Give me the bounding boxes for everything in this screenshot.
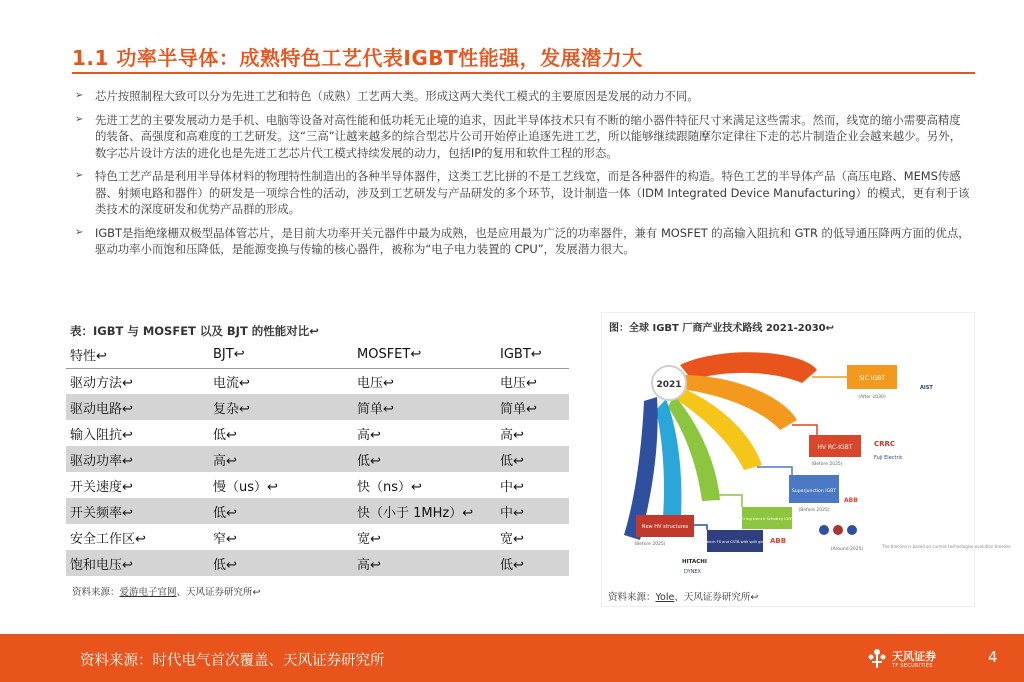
bullet-text: 特色工艺产品是利用半导体材料的物理特性制造出的各种半导体器件，这类工艺比拼的不是工艺线宽，而是各种器件的构造。特色工艺的半导体产品（高压电路、MEMS传感器、射频电路和器件）的研发是一项综合性的活动，涉及到工艺研发与产品研发的多个环节，设计制造一体（IDM Integrated Device Manufacturing）的模式，更有利于该类技术的深度研发和优势产品群的形成。 bbox=[95, 169, 970, 216]
title-divider bbox=[72, 72, 975, 74]
table-row bbox=[66, 394, 569, 420]
table-cell: 高↩ bbox=[500, 427, 524, 443]
box-label: Trench FS and CSTB with split gate bbox=[703, 540, 767, 544]
university-logo-icon bbox=[819, 525, 829, 535]
bullet-item bbox=[75, 225, 970, 258]
table-cell: 电压↩ bbox=[500, 375, 537, 391]
box-label: SiC IGBT bbox=[859, 375, 885, 382]
fuji-electric-logo: Fuji Electric bbox=[874, 455, 903, 461]
abb-logo: ABB bbox=[844, 497, 858, 504]
table-source bbox=[72, 584, 261, 598]
table-cell: 开关速度↩ bbox=[70, 479, 133, 495]
table-cell: 复杂↩ bbox=[209, 394, 353, 420]
table-cell: 简单↩ bbox=[353, 394, 496, 420]
box-date: (Before 2025) bbox=[798, 508, 830, 513]
table-title: 表：IGBT 与 MOSFET 以及 BJT 的性能对比↩ bbox=[70, 324, 319, 338]
bullet-text: 芯片按照制程大致可以分为先进工艺和特色（成熟）工艺两大类。形成这两大类代工模式的主要原因是发展的动力不同。 bbox=[95, 89, 699, 103]
table-cell: 电流↩ bbox=[213, 375, 250, 391]
table-row bbox=[66, 524, 569, 550]
university-logo-icon bbox=[833, 525, 843, 535]
table-cell: 低↩ bbox=[496, 550, 569, 576]
table-row bbox=[66, 420, 569, 446]
logo-name: 天风证券 bbox=[892, 650, 936, 663]
bullet-text: IGBT是指绝缘栅双极型晶体管芯片，是目前大功率开关元器件中最为成熟，也是应用最为广泛的功率器件，兼有 MOSFET 的高输入阻抗和 GTR 的低导通压降两方面的优点，驱动功率小而饱和压降低，是能源变换与传输的核心器件，被称为“电子电力装置的 CPU”，发展潜力很大。 bbox=[95, 225, 970, 256]
tf-logo-icon bbox=[866, 646, 888, 670]
arrow-bullet-icon: ➢ bbox=[75, 113, 84, 125]
table-cell: 低↩ bbox=[213, 427, 237, 443]
table-row bbox=[66, 550, 569, 576]
header-cell: IGBT↩ bbox=[496, 342, 569, 368]
table-cell: 中↩ bbox=[500, 479, 524, 495]
timeline-note bbox=[881, 544, 1011, 549]
table-cell: 快（小于 1MHz）↩ bbox=[353, 498, 496, 524]
box-date: (After 2030) bbox=[858, 395, 886, 400]
arrow-bullet-icon: ➢ bbox=[75, 170, 84, 181]
figure-source bbox=[608, 589, 758, 603]
bullet-item bbox=[75, 112, 970, 162]
figure-source-link[interactable]: Yole bbox=[655, 592, 675, 603]
dynex-logo: DYNEX bbox=[684, 569, 701, 575]
header-cell: MOSFET↩ bbox=[353, 342, 496, 368]
crrc-logo: CRRC bbox=[874, 440, 896, 448]
table-cell: 中↩ bbox=[496, 498, 569, 524]
box-date: (Before 2025) bbox=[811, 462, 843, 467]
table-cell: 低↩ bbox=[209, 550, 353, 576]
table-cell: 高↩ bbox=[353, 550, 496, 576]
page-title: 1.1 功率半导体：成熟特色工艺代表IGBT性能强，发展潜力大 bbox=[72, 46, 643, 70]
table-row bbox=[66, 472, 569, 498]
aist-logo: AIST bbox=[920, 385, 933, 391]
table-cell: 驱动电路↩ bbox=[66, 394, 209, 420]
table-cell: 低↩ bbox=[496, 446, 569, 472]
table-source-suffix: 、天风证券研究所↩ bbox=[176, 587, 261, 598]
table-cell: 高↩ bbox=[209, 446, 353, 472]
year-label: 2021 bbox=[656, 380, 682, 390]
table-cell: 安全工作区↩ bbox=[70, 531, 146, 547]
hitachi-logo: HITACHI bbox=[682, 559, 707, 565]
header-cell: BJT↩ bbox=[209, 342, 353, 368]
connector-line bbox=[717, 495, 742, 507]
table-row bbox=[66, 368, 569, 394]
bullet-list bbox=[75, 88, 970, 265]
table-cell: 输入阻抗↩ bbox=[70, 427, 133, 443]
connector-line bbox=[757, 467, 792, 475]
box-date: (Before 2025) bbox=[634, 542, 666, 547]
table-cell: 高↩ bbox=[357, 427, 381, 443]
roadmap-diagram bbox=[602, 335, 1011, 587]
table-header-row bbox=[66, 342, 569, 368]
figure-title: 图：全球 IGBT 厂商产业技术路线 2021-2030↩ bbox=[609, 323, 835, 334]
comparison-table bbox=[66, 342, 569, 576]
table-row bbox=[66, 498, 569, 524]
table-cell: 开关频率↩ bbox=[66, 498, 209, 524]
header-cell: 特性↩ bbox=[66, 342, 209, 368]
figure-source-prefix: 资料来源： bbox=[608, 592, 656, 603]
table-cell: 低↩ bbox=[209, 498, 353, 524]
table-source-prefix: 资料来源： bbox=[72, 587, 120, 598]
abb-logo: ABB bbox=[770, 537, 787, 545]
table-cell: 宽↩ bbox=[357, 531, 381, 547]
table-cell: 驱动功率↩ bbox=[66, 446, 209, 472]
logo-subtitle: TF SECURITIES bbox=[892, 663, 933, 669]
university-logo-icon bbox=[847, 525, 857, 535]
table-cell: 窄↩ bbox=[213, 531, 237, 547]
connector-line bbox=[792, 425, 817, 435]
tf-securities-logo bbox=[866, 646, 946, 674]
table-cell: 电压↩ bbox=[357, 375, 394, 391]
table-cell: 低↩ bbox=[353, 446, 496, 472]
box-label: Superjunction IGBT bbox=[791, 489, 837, 494]
figure-source-suffix: 、天风证券研究所↩ bbox=[674, 592, 759, 603]
box-label: New HV structures bbox=[641, 524, 689, 530]
table-cell: 饱和电压↩ bbox=[66, 550, 209, 576]
box-label: HV RC-IGBT bbox=[817, 444, 853, 451]
page-number: 4 bbox=[988, 648, 998, 666]
table-row bbox=[66, 446, 569, 472]
box-date: (Around 2025) bbox=[830, 547, 864, 552]
table-cell: 宽↩ bbox=[500, 531, 524, 547]
footer-source: 资料来源：时代电气首次覆盖、天风证券研究所 bbox=[80, 653, 385, 669]
table-source-link[interactable]: 爱游电子官网 bbox=[119, 587, 177, 598]
box-label: P-ring trench Schottky IGBT bbox=[740, 516, 794, 521]
footer-bar bbox=[0, 634, 1024, 682]
roadmap-figure bbox=[601, 312, 1011, 607]
bullet-item bbox=[75, 168, 970, 218]
bullet-item bbox=[75, 88, 970, 105]
timeline-note-text: The timeline is based on current technologies evolution timeline bbox=[882, 544, 1011, 549]
table-cell: 驱动方法↩ bbox=[70, 375, 133, 391]
table-cell: 简单↩ bbox=[496, 394, 569, 420]
bullet-text: 先进工艺的主要发展动力是手机、电脑等设备对高性能和低功耗无止境的追求，因此半导体技术只有不断的缩小器件特征尺寸来满足这些需求。然而，线宽的缩小需要高精度的装备、高强度和高难度的工艺研发。这“三高”让越来越多的综合型芯片公司开始停止追逐先进工艺，所以能够继续跟随摩尔定律往下走的芯片制造企业会越来越少。另外，数字芯片设计方法的进化也是先进工艺芯片代工模式持续发展的动力，包括IP的复用和软件工程的形态。 bbox=[95, 112, 962, 160]
table-cell: 慢（us）↩ bbox=[213, 479, 278, 495]
arrow-bullet-icon: ➢ bbox=[75, 226, 84, 238]
arrow-bullet-icon: ➢ bbox=[75, 90, 84, 101]
table-cell: 快（ns）↩ bbox=[357, 479, 422, 495]
